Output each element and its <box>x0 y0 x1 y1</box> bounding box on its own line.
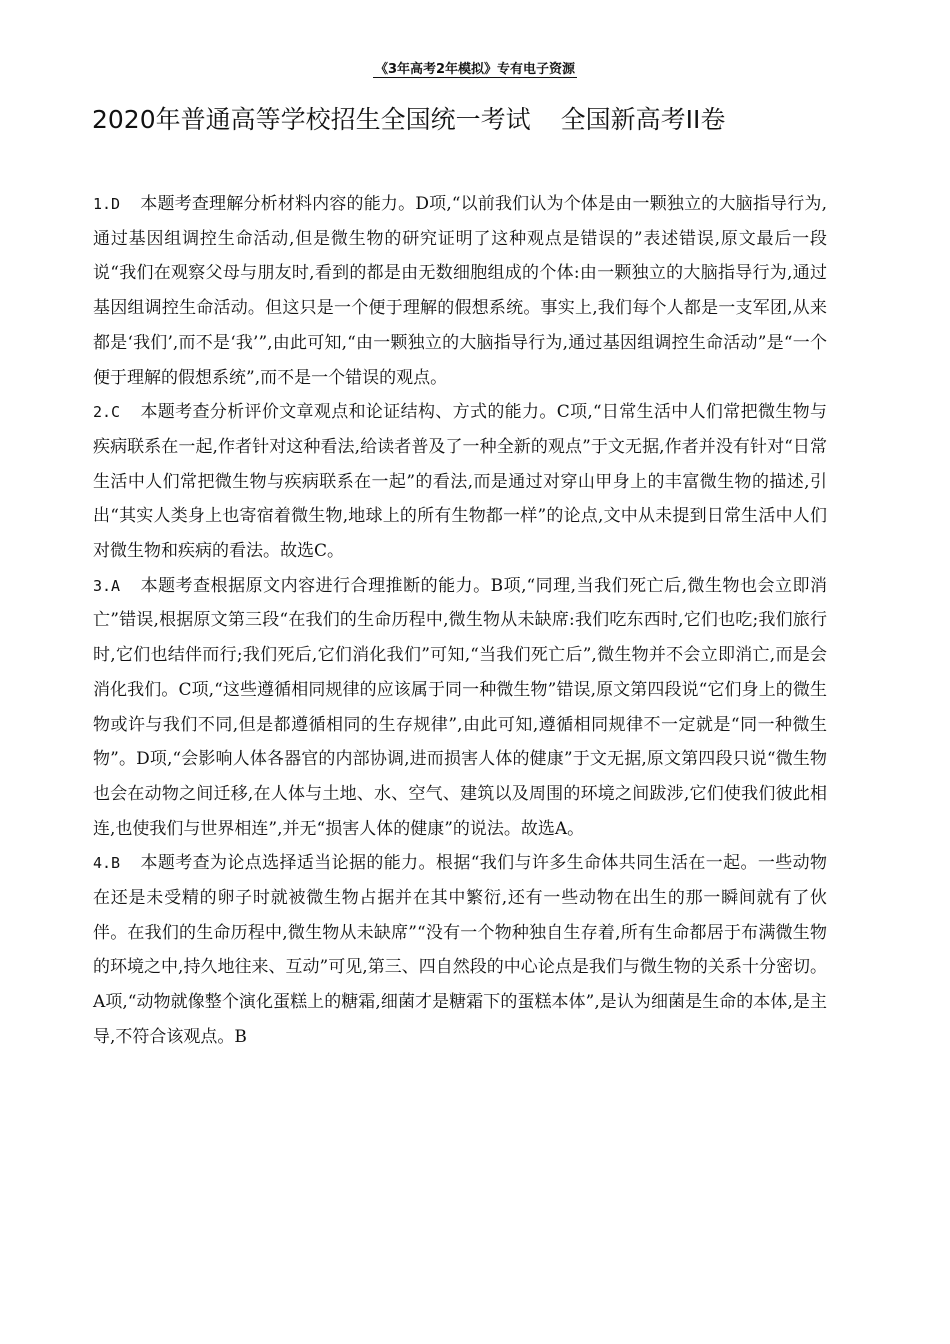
header-note-text: 《3年高考2年模拟》专有电子资源 <box>374 62 576 77</box>
answer-label: 1.D <box>93 195 121 213</box>
title-right: 全国新高考II卷 <box>560 105 726 134</box>
answer-text: 本题考查理解分析材料内容的能力。D项,“以前我们认为个体是由一颗独立的大脑指导行为,通过基因组调控生命活动,但是微生物的研究证明了这种观点是错误的”表述错误,原文最后一段说“我们在观察父母与朋友时,看到的都是由无数细胞组成的个体:由一颗独立的大脑指导行为,通过基因组调控生命活动。但这只是一个便于理解的假想系统。事实上,我们每个人都是一支军团,从来都是‘我们’,而不是‘我’”,由此可知,“由一颗独立的大脑指导行为,通过基因组调控生命活动”是“一个便于理解的假想系统”,而不是一个错误的观点。 <box>93 194 827 388</box>
page-title <box>92 100 882 136</box>
answer-text: 本题考查分析评价文章观点和论证结构、方式的能力。C项,“日常生活中人们常把微生物与疾病联系在一起,作者针对这种看法,给读者普及了一种全新的观点”于文无据,作者并没有针对“日常生活中人们常把微生物与疾病联系在一起”的看法,而是通过对穿山甲身上的丰富微生物的描述,引出“其实人类身上也寄宿着微生物,地球上的所有生物都一样”的论点,文中从未提到日常生活中人们对微生物和疾病的看法。故选C。 <box>93 402 827 562</box>
answer-item-2 <box>93 395 827 569</box>
answer-item-4 <box>93 846 827 1054</box>
header-note <box>0 58 950 77</box>
answer-item-1 <box>93 187 827 395</box>
answer-text: 本题考查根据原文内容进行合理推断的能力。B项,“同理,当我们死亡后,微生物也会立即消亡”错误,根据原文第三段“在我们的生命历程中,微生物从未缺席:我们吃东西时,它们也吃;我们旅行时,它们也结伴而行;我们死后,它们消化我们”可知,“当我们死亡后”,微生物并不会立即消亡,而是会消化我们。C项,“这些遵循相同规律的应该属于同一种微生物”错误,原文第四段说“它们身上的微生物或许与我们不同,但是都遵循相同的生存规律”,由此可知,遵循相同规律不一定就是“同一种微生物”。D项,“会影响人体各器官的内部协调,进而损害人体的健康”于文无据,原文第四段只说“微生物也会在动物之间迁移,在人体与土地、水、空气、建筑以及周围的环境之间跋涉,它们使我们彼此相连,也使我们与世界相连”,并无“损害人体的健康”的说法。故选A。 <box>93 575 827 839</box>
answer-body <box>93 187 827 1055</box>
answer-label: 2.C <box>93 403 121 422</box>
answer-label: 3.A <box>93 576 121 595</box>
answer-label: 4.B <box>93 854 121 873</box>
answer-item-3 <box>93 569 827 847</box>
answer-text: 本题考查为论点选择适当论据的能力。根据“我们与许多生命体共同生活在一起。一些动物在还是未受精的卵子时就被微生物占据并在其中繁衍,还有一些动物在出生的那一瞬间就有了伙伴。在我们的生命历程中,微生物从未缺席”“没有一个物种独自生存着,所有生命都居于布满微生物的环境之中,持久地往来、互动”可见,第三、四自然段的中心论点是我们与微生物的关系十分密切。A项,“动物就像整个演化蛋糕上的糖霜,细菌才是糖霜下的蛋糕本体”,是认为细菌是生命的本体,是主导,不符合该观点。B <box>93 853 827 1047</box>
title-left: 2020年普通高等学校招生全国统一考试 <box>92 105 531 134</box>
